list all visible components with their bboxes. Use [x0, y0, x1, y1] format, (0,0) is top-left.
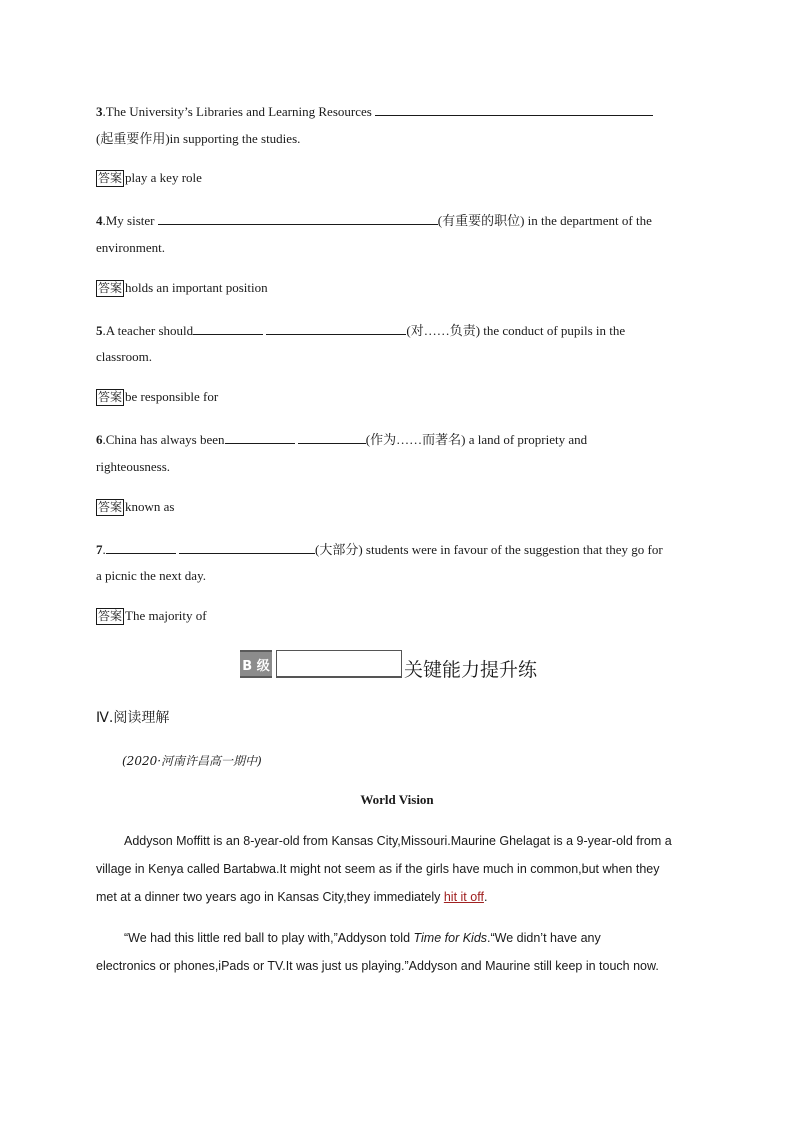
question-text: .China has always been [102, 432, 225, 447]
question-text: classroom. [96, 349, 152, 364]
article-title: World Vision [360, 792, 434, 807]
question-text: (作为……而著名) a land of propriety and [365, 432, 588, 447]
question-text: .My sister [102, 213, 158, 228]
answer-blank-2[interactable] [266, 322, 406, 335]
answer-text: holds an important position [125, 280, 268, 295]
question-text: (对……负责) the conduct of pupils in the [406, 323, 626, 338]
magazine-name: Time for Kids [413, 931, 488, 945]
question-text: .The University’s Libraries and Learning Resources [102, 104, 376, 119]
paragraph-2-line-2: electronics or phones,iPads or TV.It was just us playing.”Addyson and Maurine still keep in touch now. [96, 959, 659, 973]
question-3-line-1 [96, 103, 653, 120]
answer-blank-1[interactable] [193, 322, 263, 335]
answer-blank-2[interactable] [298, 431, 366, 444]
question-text: .A teacher should [102, 323, 194, 338]
paragraph-1-line-2: village in Kenya called Bartabwa.It might not seem as if the girls have much in common,but when they [96, 862, 660, 876]
question-4-line-1 [96, 212, 652, 229]
answer-text: play a key role [125, 170, 202, 185]
answer-4 [96, 280, 268, 297]
question-text: (有重要的职位) in the department of the [437, 213, 652, 228]
paragraph-text: met at a dinner two years ago in Kansas City,they immediately [96, 890, 444, 904]
answer-text: known as [125, 499, 175, 514]
question-text: . [102, 542, 106, 557]
paragraph-2-line-1 [96, 930, 724, 946]
answer-blank-1[interactable] [106, 541, 176, 554]
highlighted-phrase[interactable]: hit it off [443, 890, 484, 904]
answer-label: 答案 [98, 500, 123, 514]
question-7-line-2 [96, 568, 206, 584]
answer-label: 答案 [98, 281, 123, 295]
answer-text: be responsible for [125, 389, 219, 404]
question-number: 3 [96, 104, 103, 119]
answer-blank-1[interactable] [225, 431, 295, 444]
question-text: (大部分) students were in favour of the suggestion that they go for [315, 542, 663, 557]
question-text: righteousness. [96, 459, 171, 474]
question-text: a picnic the next day. [96, 568, 206, 583]
answer-3 [96, 170, 202, 187]
question-number: 5 [96, 323, 103, 338]
paragraph-text: .“We didn’t have any [487, 931, 601, 945]
level-title: 关键能力提升练 [404, 659, 538, 681]
question-number: 6 [96, 432, 103, 447]
question-5-line-1 [96, 322, 625, 339]
level-box [276, 650, 402, 678]
paragraph-text: “We had this little red ball to play with,”Addyson told [124, 931, 414, 945]
paragraph-1-line-3 [96, 889, 696, 905]
question-text: environment. [96, 240, 165, 255]
question-number: 4 [96, 213, 103, 228]
question-text: (起重要作用)in supporting the studies. [96, 131, 301, 146]
question-4-line-2 [96, 240, 165, 256]
question-6-line-2 [96, 459, 170, 475]
answer-6 [96, 499, 174, 516]
source-note: (2020·河南许昌高一期中) [122, 754, 262, 768]
answer-text: The majority of [125, 608, 207, 623]
question-7-line-1 [96, 541, 663, 558]
answer-blank-2[interactable] [179, 541, 315, 554]
answer-7 [96, 608, 207, 625]
answer-blank[interactable] [375, 103, 653, 116]
answer-label: 答案 [98, 171, 123, 185]
question-6-line-1 [96, 431, 587, 448]
answer-blank[interactable] [158, 212, 438, 225]
answer-5 [96, 389, 218, 406]
question-3-line-2 [96, 131, 300, 147]
question-5-line-2 [96, 349, 152, 365]
paragraph-1-line-1: Addyson Moffitt is an 8-year-old from Kansas City,Missouri.Maurine Ghelagat is a 9-year-old from a [124, 834, 672, 848]
level-banner [240, 650, 538, 681]
level-badge: B 级 [240, 650, 272, 678]
paragraph-text: . [483, 890, 488, 904]
question-number: 7 [96, 542, 103, 557]
section-heading: Ⅳ.阅读理解 [96, 710, 170, 726]
answer-label: 答案 [98, 390, 123, 404]
answer-label: 答案 [98, 609, 123, 623]
